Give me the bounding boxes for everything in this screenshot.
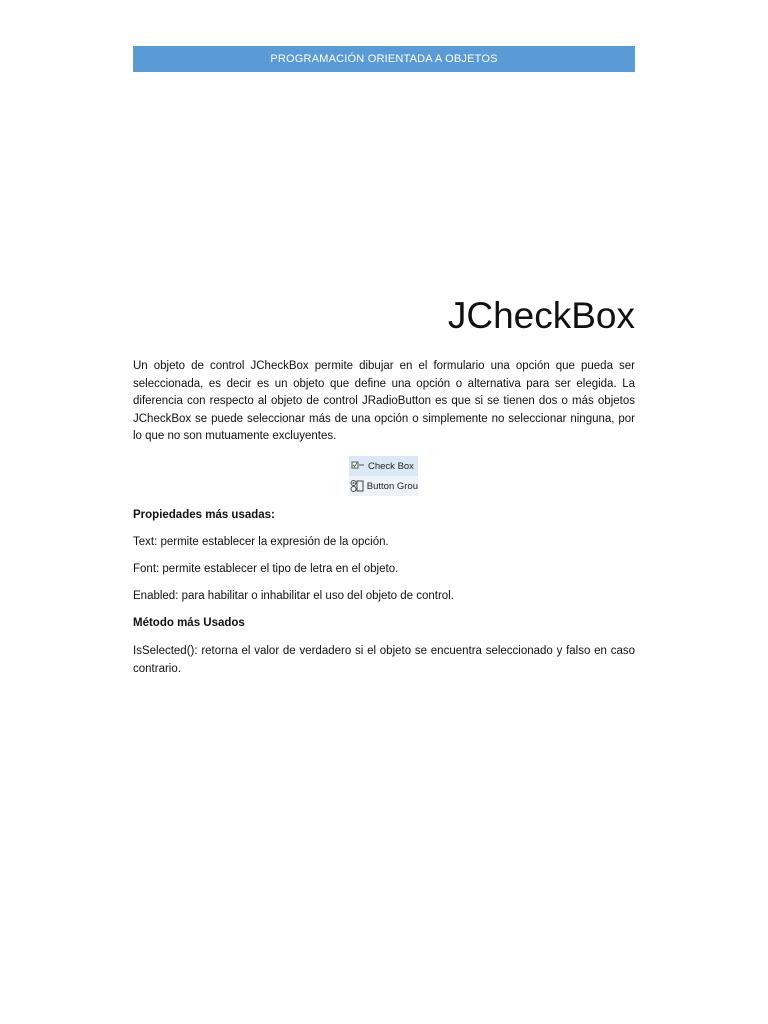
palette-item-label: Button Grou xyxy=(366,480,418,492)
palette-item-checkbox xyxy=(349,456,418,476)
property-enabled: Enabled: para habilitar o inhabilitar el uso del objeto de control. xyxy=(133,590,454,602)
palette-item-label: Check Box xyxy=(368,460,414,472)
component-palette-image xyxy=(349,456,418,496)
header-bar xyxy=(133,46,635,72)
methods-heading: Método más Usados xyxy=(133,617,245,629)
intro-paragraph: Un objeto de control JCheckBox permite dibujar en el formulario una opción que pueda ser seleccionada, es decir es un objeto que define una opción o alternativa para ser elegida. La diferencia con respecto al objeto de control JRadioButton es que si se tienen dos o más objetos JCheckBox se puede seleccionar más de una opción o simplemente no seleccionar ninguna, por lo que no son mutuamente excluyentes. xyxy=(133,360,635,443)
property-text: Text: permite establecer la expresión de la opción. xyxy=(133,536,389,548)
checkbox-icon xyxy=(350,459,366,473)
document-page xyxy=(133,0,635,1024)
palette-item-button-group xyxy=(349,476,418,496)
property-font: Font: permite establecer el tipo de letra en el objeto. xyxy=(133,563,399,575)
properties-heading: Propiedades más usadas: xyxy=(133,509,275,521)
page-title: JCheckBox xyxy=(447,295,635,336)
button-group-icon xyxy=(350,479,365,493)
header-title: PROGRAMACIÓN ORIENTADA A OBJETOS xyxy=(270,53,498,65)
method-isselected: IsSelected(): retorna el valor de verdadero si el objeto se encuentra seleccionado y falso en caso contrario. xyxy=(133,645,635,675)
